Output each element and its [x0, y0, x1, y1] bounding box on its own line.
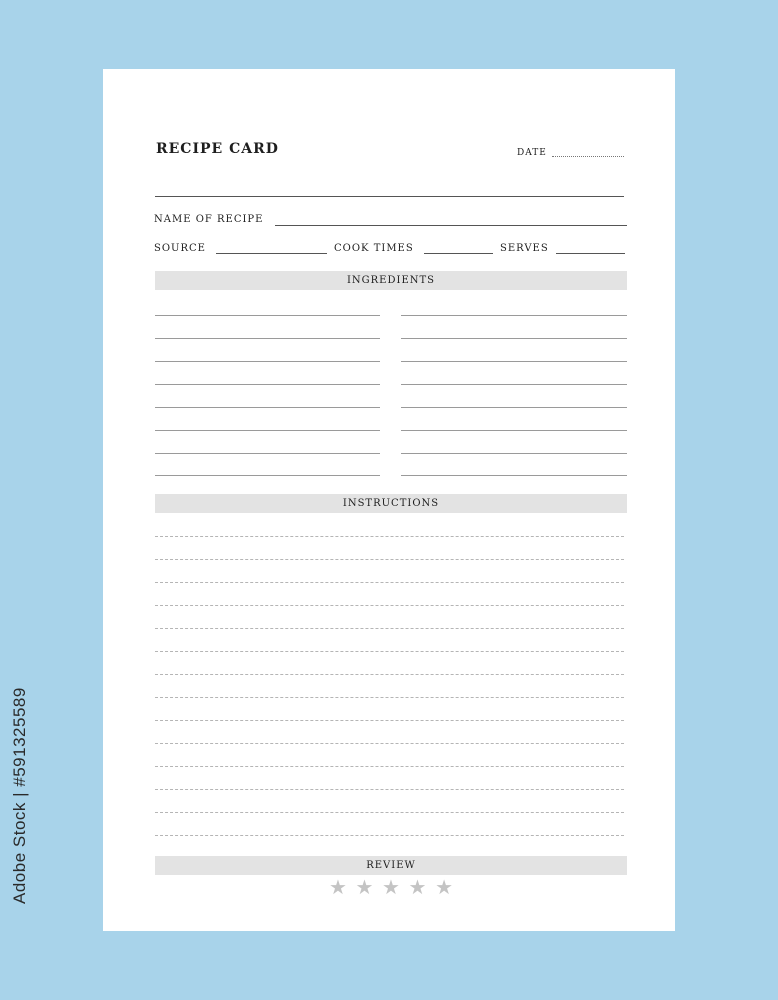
date-field[interactable] — [552, 156, 624, 157]
instruction-line[interactable] — [155, 835, 624, 836]
instruction-line[interactable] — [155, 674, 624, 675]
instruction-line[interactable] — [155, 697, 624, 698]
recipe-card — [103, 69, 675, 931]
ingredient-line[interactable] — [155, 430, 380, 431]
ingredient-line[interactable] — [401, 475, 627, 476]
instruction-line[interactable] — [155, 628, 624, 629]
ingredient-line[interactable] — [401, 384, 627, 385]
instruction-line[interactable] — [155, 605, 624, 606]
instruction-line[interactable] — [155, 766, 624, 767]
serves-field[interactable] — [556, 253, 625, 254]
ingredient-line[interactable] — [401, 361, 627, 362]
source-label: SOURCE — [154, 243, 206, 254]
name-of-recipe-label: NAME OF RECIPE — [154, 214, 264, 225]
ingredient-line[interactable] — [155, 361, 380, 362]
title-divider — [155, 196, 624, 197]
review-header: REVIEW — [155, 856, 627, 875]
ingredient-line[interactable] — [155, 338, 380, 339]
instruction-line[interactable] — [155, 651, 624, 652]
stock-id-watermark: Adobe Stock | #591325589 — [10, 687, 29, 904]
ingredients-header: INGREDIENTS — [155, 271, 627, 290]
instructions-header: INSTRUCTIONS — [155, 494, 627, 513]
review-stars[interactable] — [329, 877, 453, 897]
instruction-line[interactable] — [155, 536, 624, 537]
instruction-line[interactable] — [155, 559, 624, 560]
cook-times-label: COOK TIMES — [334, 243, 414, 254]
ingredient-line[interactable] — [155, 453, 380, 454]
instruction-line[interactable] — [155, 812, 624, 813]
ingredient-line[interactable] — [401, 430, 627, 431]
ingredient-line[interactable] — [401, 407, 627, 408]
cook-times-field[interactable] — [424, 253, 493, 254]
serves-label: SERVES — [500, 243, 549, 254]
ingredient-line[interactable] — [401, 453, 627, 454]
star-icon[interactable]: ★ — [408, 875, 427, 899]
name-of-recipe-field[interactable] — [275, 225, 627, 226]
ingredient-line[interactable] — [155, 384, 380, 385]
star-icon[interactable]: ★ — [355, 875, 374, 899]
ingredient-line[interactable] — [401, 338, 627, 339]
ingredient-line[interactable] — [155, 407, 380, 408]
instruction-line[interactable] — [155, 720, 624, 721]
page-title: RECIPE CARD — [156, 141, 279, 157]
instruction-line[interactable] — [155, 582, 624, 583]
ingredient-line[interactable] — [155, 315, 380, 316]
date-label: DATE — [517, 148, 547, 158]
instruction-line[interactable] — [155, 743, 624, 744]
star-icon[interactable]: ★ — [435, 875, 453, 899]
source-field[interactable] — [216, 253, 327, 254]
instruction-line[interactable] — [155, 789, 624, 790]
star-icon[interactable]: ★ — [382, 875, 400, 899]
star-icon[interactable]: ★ — [329, 875, 347, 899]
ingredient-line[interactable] — [155, 475, 380, 476]
ingredient-line[interactable] — [401, 315, 627, 316]
